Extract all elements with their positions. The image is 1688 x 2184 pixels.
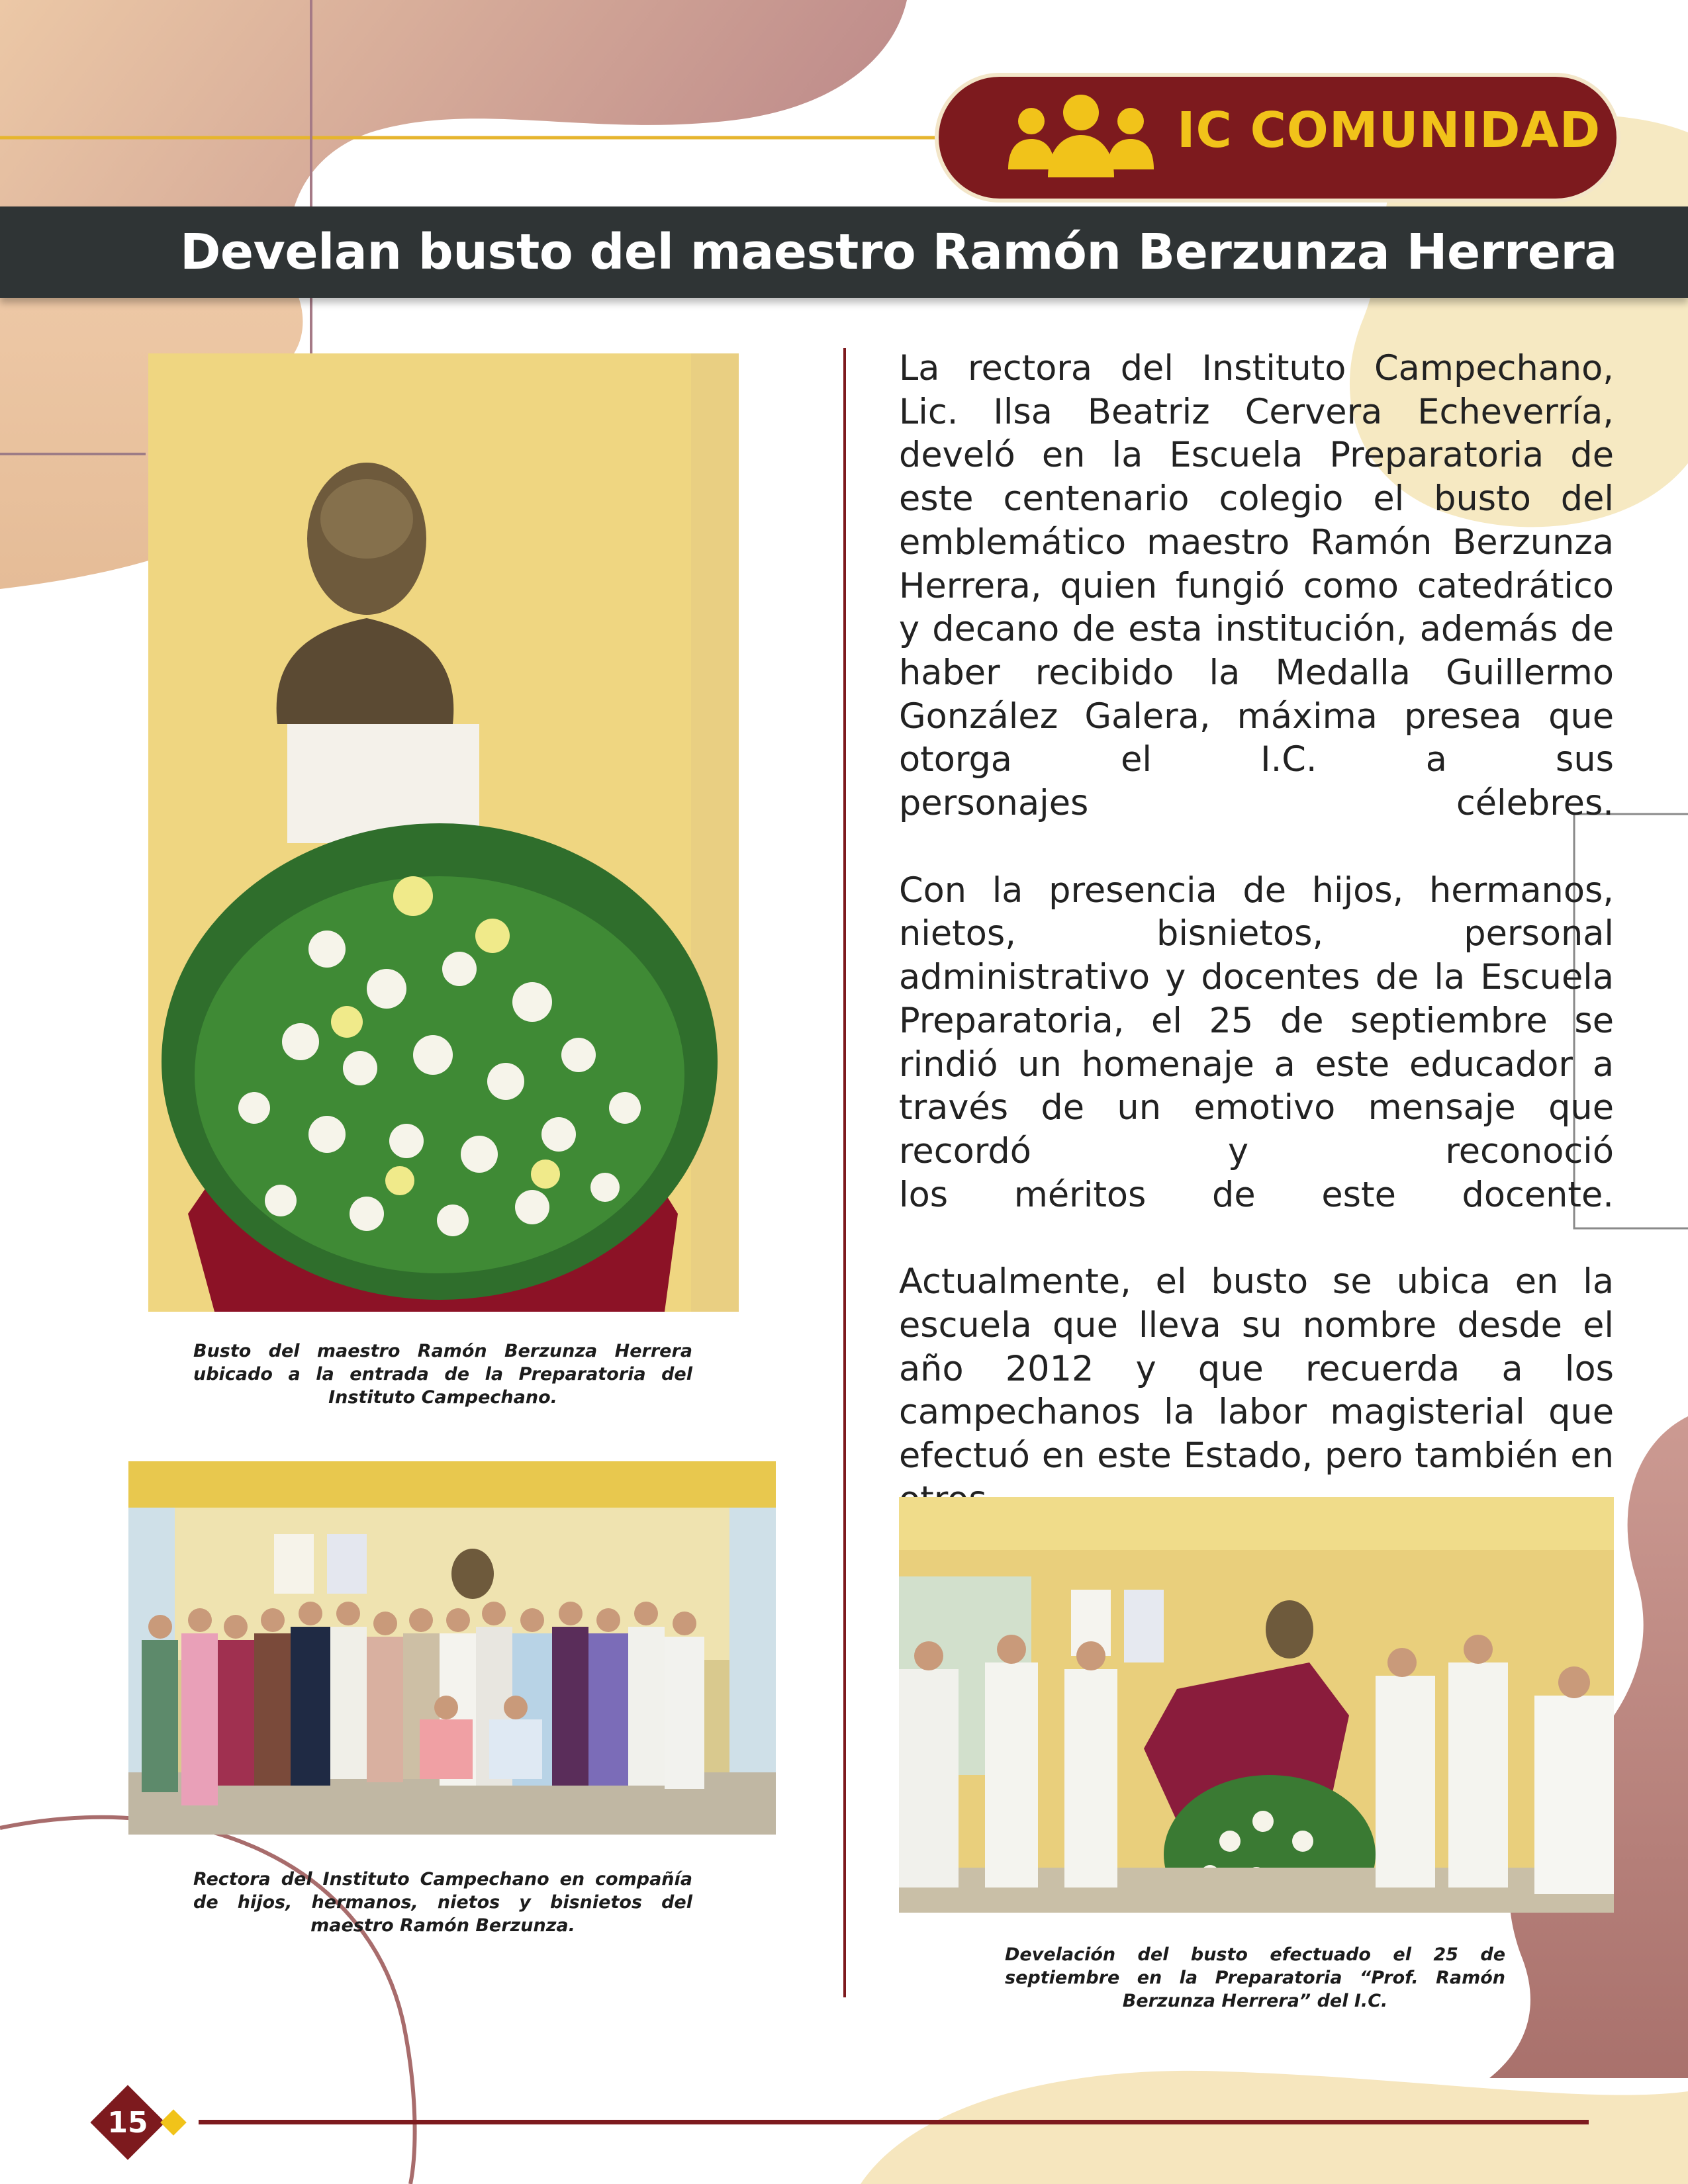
caption-family: Rectora del Instituto Campechano en compañía de hijos, hermanos, nietos y bisnietos del maestro Ramón Berzunza.	[193, 1869, 692, 1936]
title-bar	[0, 206, 1688, 298]
article-body	[899, 347, 1614, 1608]
article-paragraph: La rectora del Instituto Campechano, Lic. Ilsa Beatriz Cervera Echeverría, develó en la Escuela Preparatoria de este centenario colegio el busto del emblemático maestro Ramón Berzunza Herrera, quien fungió como catedrático y decano de esta institución, además de haber recibido la Medalla Guillermo González Galera, máxima presea que otorga el I.C. a sus personajes célebres.	[899, 348, 1614, 824]
people-group-icon	[1005, 91, 1157, 184]
shape-bottom-right	[861, 2071, 1688, 2184]
article-title: Develan busto del maestro Ramón Berzunza Herrera	[180, 224, 1617, 281]
caption-bust: Busto del maestro Ramón Berzunza Herrera ubicado a la entrada de la Preparatoria del Instituto Campechano.	[193, 1341, 692, 1408]
section-badge	[939, 77, 1617, 199]
article-paragraph: Actualmente, el busto se ubica en la escuela que lleva su nombre desde el año 2012 y que recuerda a los campechanos la labor magisterial que efectuó en este Estado, pero también en	[899, 1261, 1614, 1477]
page-number-text: 15	[107, 2106, 148, 2140]
column-divider	[843, 348, 846, 1997]
article-paragraph: Con la presencia de hijos, hermanos, nietos, bisnietos, personal administrativo y docentes de la Escuela Preparatoria, el 25 de septiembre se rindió un homenaje a este educador a través de un emotivo mensaje que recordó y reconoció los méritos de este docente.	[899, 870, 1614, 1215]
photo-family	[128, 1461, 776, 1835]
section-label: IC COMUNIDAD	[1177, 102, 1601, 159]
photo-bust	[148, 353, 739, 1312]
photo-unveiling	[899, 1497, 1614, 1913]
caption-unveiling: Develación del busto efectuado el 25 de septiembre en la Preparatoria “Prof. Ramón Berzunza Herrera” del I.C.	[1005, 1944, 1505, 2011]
page-number	[91, 2086, 164, 2159]
footer-rule	[199, 2120, 1589, 2124]
